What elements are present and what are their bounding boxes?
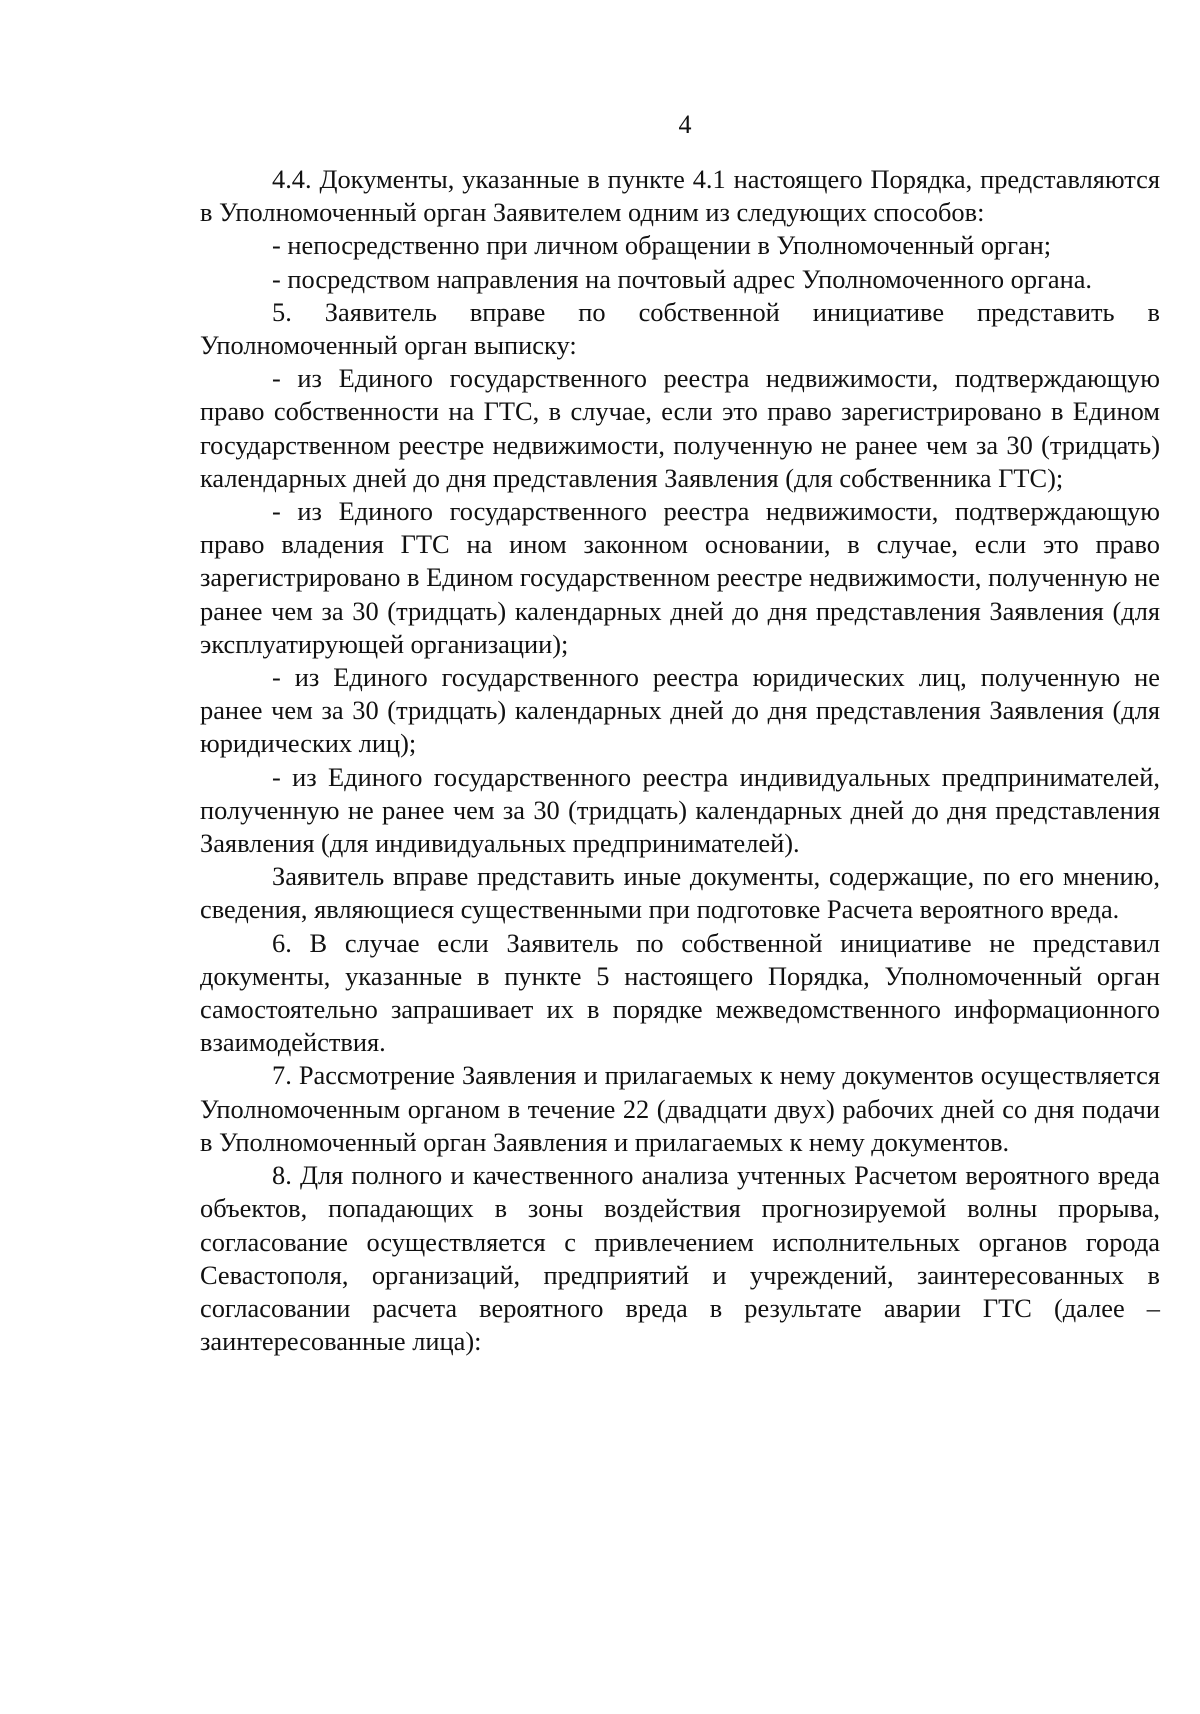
list-item-egrip: - из Единого государственного реестра индивидуальных предпринимателей, полученную не ранее чем за 30 (тридцать) календарных дней до дня представления Заявления (для индивидуальных предпринимателей). [200, 761, 1160, 859]
paragraph-5: 5. Заявитель вправе по собственной инициативе представить в Уполномоченный орган выписку: [200, 296, 1160, 361]
list-item-in-person: - непосредственно при личном обращении в Уполномоченный орган; [272, 230, 1052, 261]
paragraph-7: 7. Рассмотрение Заявления и прилагаемых к нему документов осуществляется Уполномоченным органом в течение 22 (двадцати двух) рабочих дней со дня подачи в Уполномоченный орган Заявления и прилагаемых к нему документов. [200, 1060, 1160, 1157]
list-item-egrn-ownership: - из Единого государственного реестра недвижимости, подтверждающую право собственности на ГТС, в случае, если это право зарегистрировано в Едином государственном реестре недвижимости, полученную не ранее чем за 30 (тридцать) календарных дней до дня представления Заявления (для собственника ГТС); [200, 363, 1160, 493]
list-item-egrul: - из Единого государственного реестра юридических лиц, полученную не ранее чем за 30 (тридцать) календарных дней до дня представления Заявления (для юридических лиц); [200, 662, 1160, 759]
list-item-postal: - посредством направления на почтовый адрес Уполномоченного органа. [272, 263, 1093, 294]
paragraph-other-documents: Заявитель вправе представить иные документы, содержащие, по его мнению, сведения, являющиеся существенными при подготовке Расчета вероятного вреда. [200, 861, 1160, 925]
list-item-egrn-possession: - из Единого государственного реестра недвижимости, подтверждающую право владения ГТС на ином законном основании, в случае, если это право зарегистрировано в Едином государственном реестре недвижимости, полученную не ранее чем за 30 (тридцать) календарных дней до дня представления Заявления (для эксплуатирующей организации); [200, 496, 1160, 659]
page-number: 4 [678, 110, 692, 139]
paragraph-8: 8. Для полного и качественного анализа учтенных Расчетом вероятного вреда объектов, попадающих в зоны воздействия прогнозируемой волны прорыва, согласование осуществляется с привлечением исполнительных органов города Севастополя, организаций, предприятий и учреждений, заинтересованных в согласовании расчета вероятного вреда в результате аварии ГТС (далее – заинтересованные лица): [200, 1160, 1160, 1357]
document-body [200, 163, 1160, 1358]
paragraph-4-4: 4.4. Документы, указанные в пункте 4.1 настоящего Порядка, представляются в Уполномоченный орган Заявителем одним из следующих способов: [200, 164, 1160, 228]
paragraph-6: 6. В случае если Заявитель по собственной инициативе не представил документы, указанные в пункте 5 настоящего Порядка, Уполномоченный орган самостоятельно запрашивает их в порядке межведомственного информационного взаимодействия. [200, 927, 1160, 1058]
